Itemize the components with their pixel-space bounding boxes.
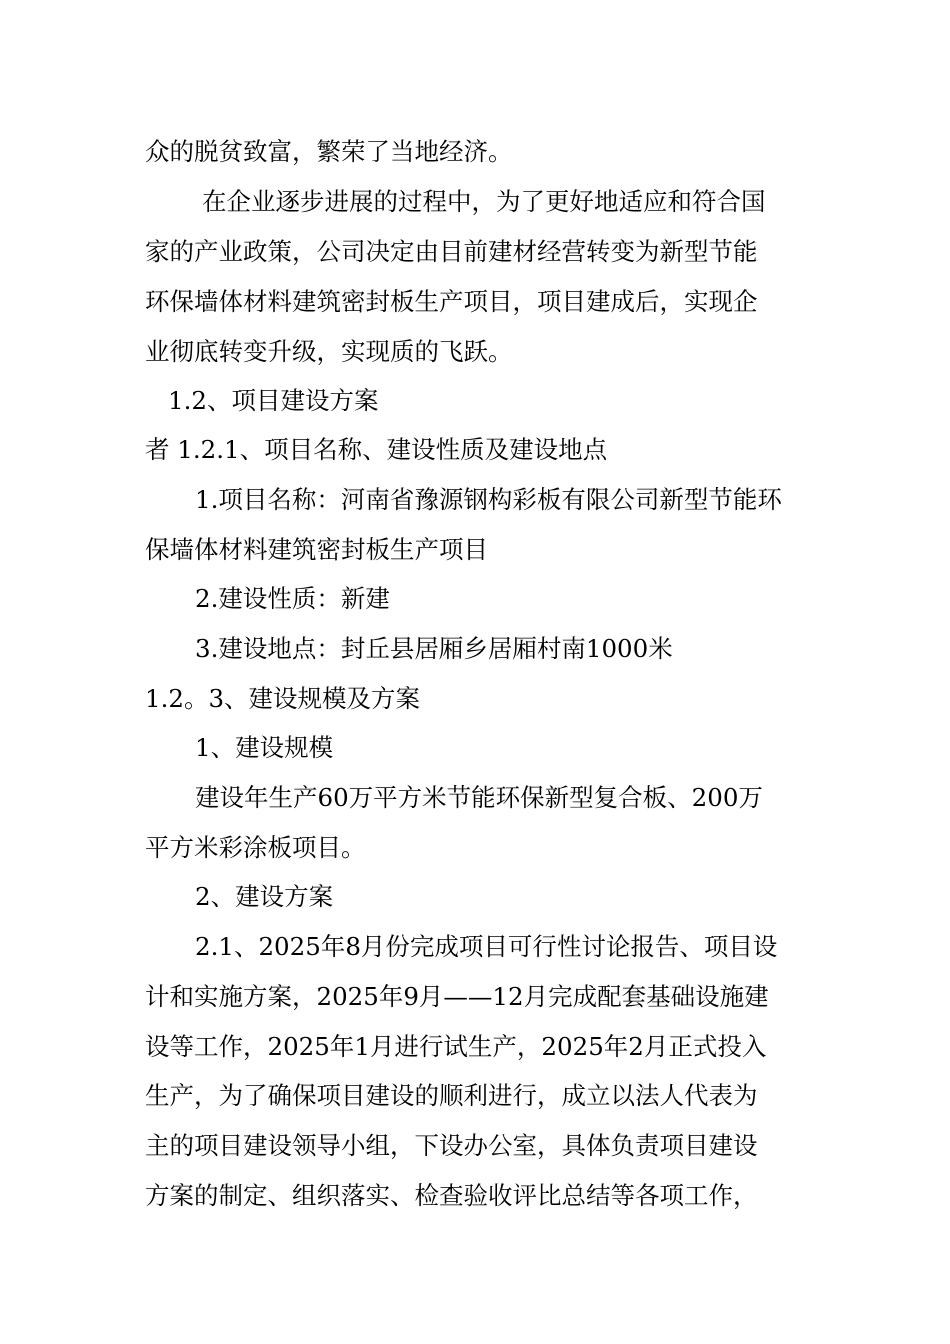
text-line: 生产，为了确保项目建设的顺利进行，成立以法人代表为 (145, 1081, 758, 1110)
text-line: 3.建设地点：封丘县居厢乡居厢村南1000米 (195, 634, 673, 663)
text-line: 保墙体材料建筑密封板生产项目 (145, 535, 488, 564)
text-line: 1、建设规模 (195, 733, 334, 762)
text-line: 在企业逐步进展的过程中，为了更好地适应和符合国 (202, 187, 766, 216)
text-line: 2、建设方案 (195, 882, 334, 911)
text-line: 设等工作，2025年1月进行试生产，2025年2月正式投入 (145, 1032, 767, 1061)
subsection-heading: 1.2。3、建设规模及方案 (145, 684, 421, 713)
text-line: 业彻底转变升级，实现质的飞跃。 (145, 337, 513, 366)
section-heading: 1.2、项目建设方案 (168, 386, 379, 415)
text-line: 2.1、2025年8月份完成项目可行性讨论报告、项目设 (195, 932, 778, 961)
text-line: 主的项目建设领导小组，下设办公室，具体负责项目建设 (145, 1131, 758, 1160)
text-line: 2.建设性质：新建 (195, 584, 390, 613)
text-line: 1.项目名称：河南省豫源钢构彩板有限公司新型节能环 (195, 485, 782, 514)
text-line: 建设年生产60万平方米节能环保新型复合板、200万 (195, 783, 763, 812)
text-line: 环保墙体材料建筑密封板生产项目，项目建成后，实现企 (145, 287, 758, 316)
text-line: 家的产业政策，公司决定由目前建材经营转变为新型节能 (145, 237, 758, 266)
subsection-heading: 者 1.2.1、项目名称、建设性质及建设地点 (145, 435, 608, 464)
text-line: 方案的制定、组织落实、检查验收评比总结等各项工作， (145, 1181, 758, 1210)
text-line: 众的脱贫致富，繁荣了当地经济。 (145, 137, 513, 166)
text-line: 平方米彩涂板项目。 (145, 833, 366, 862)
text-line: 计和实施方案，2025年9月——12月完成配套基础设施建 (145, 982, 769, 1011)
